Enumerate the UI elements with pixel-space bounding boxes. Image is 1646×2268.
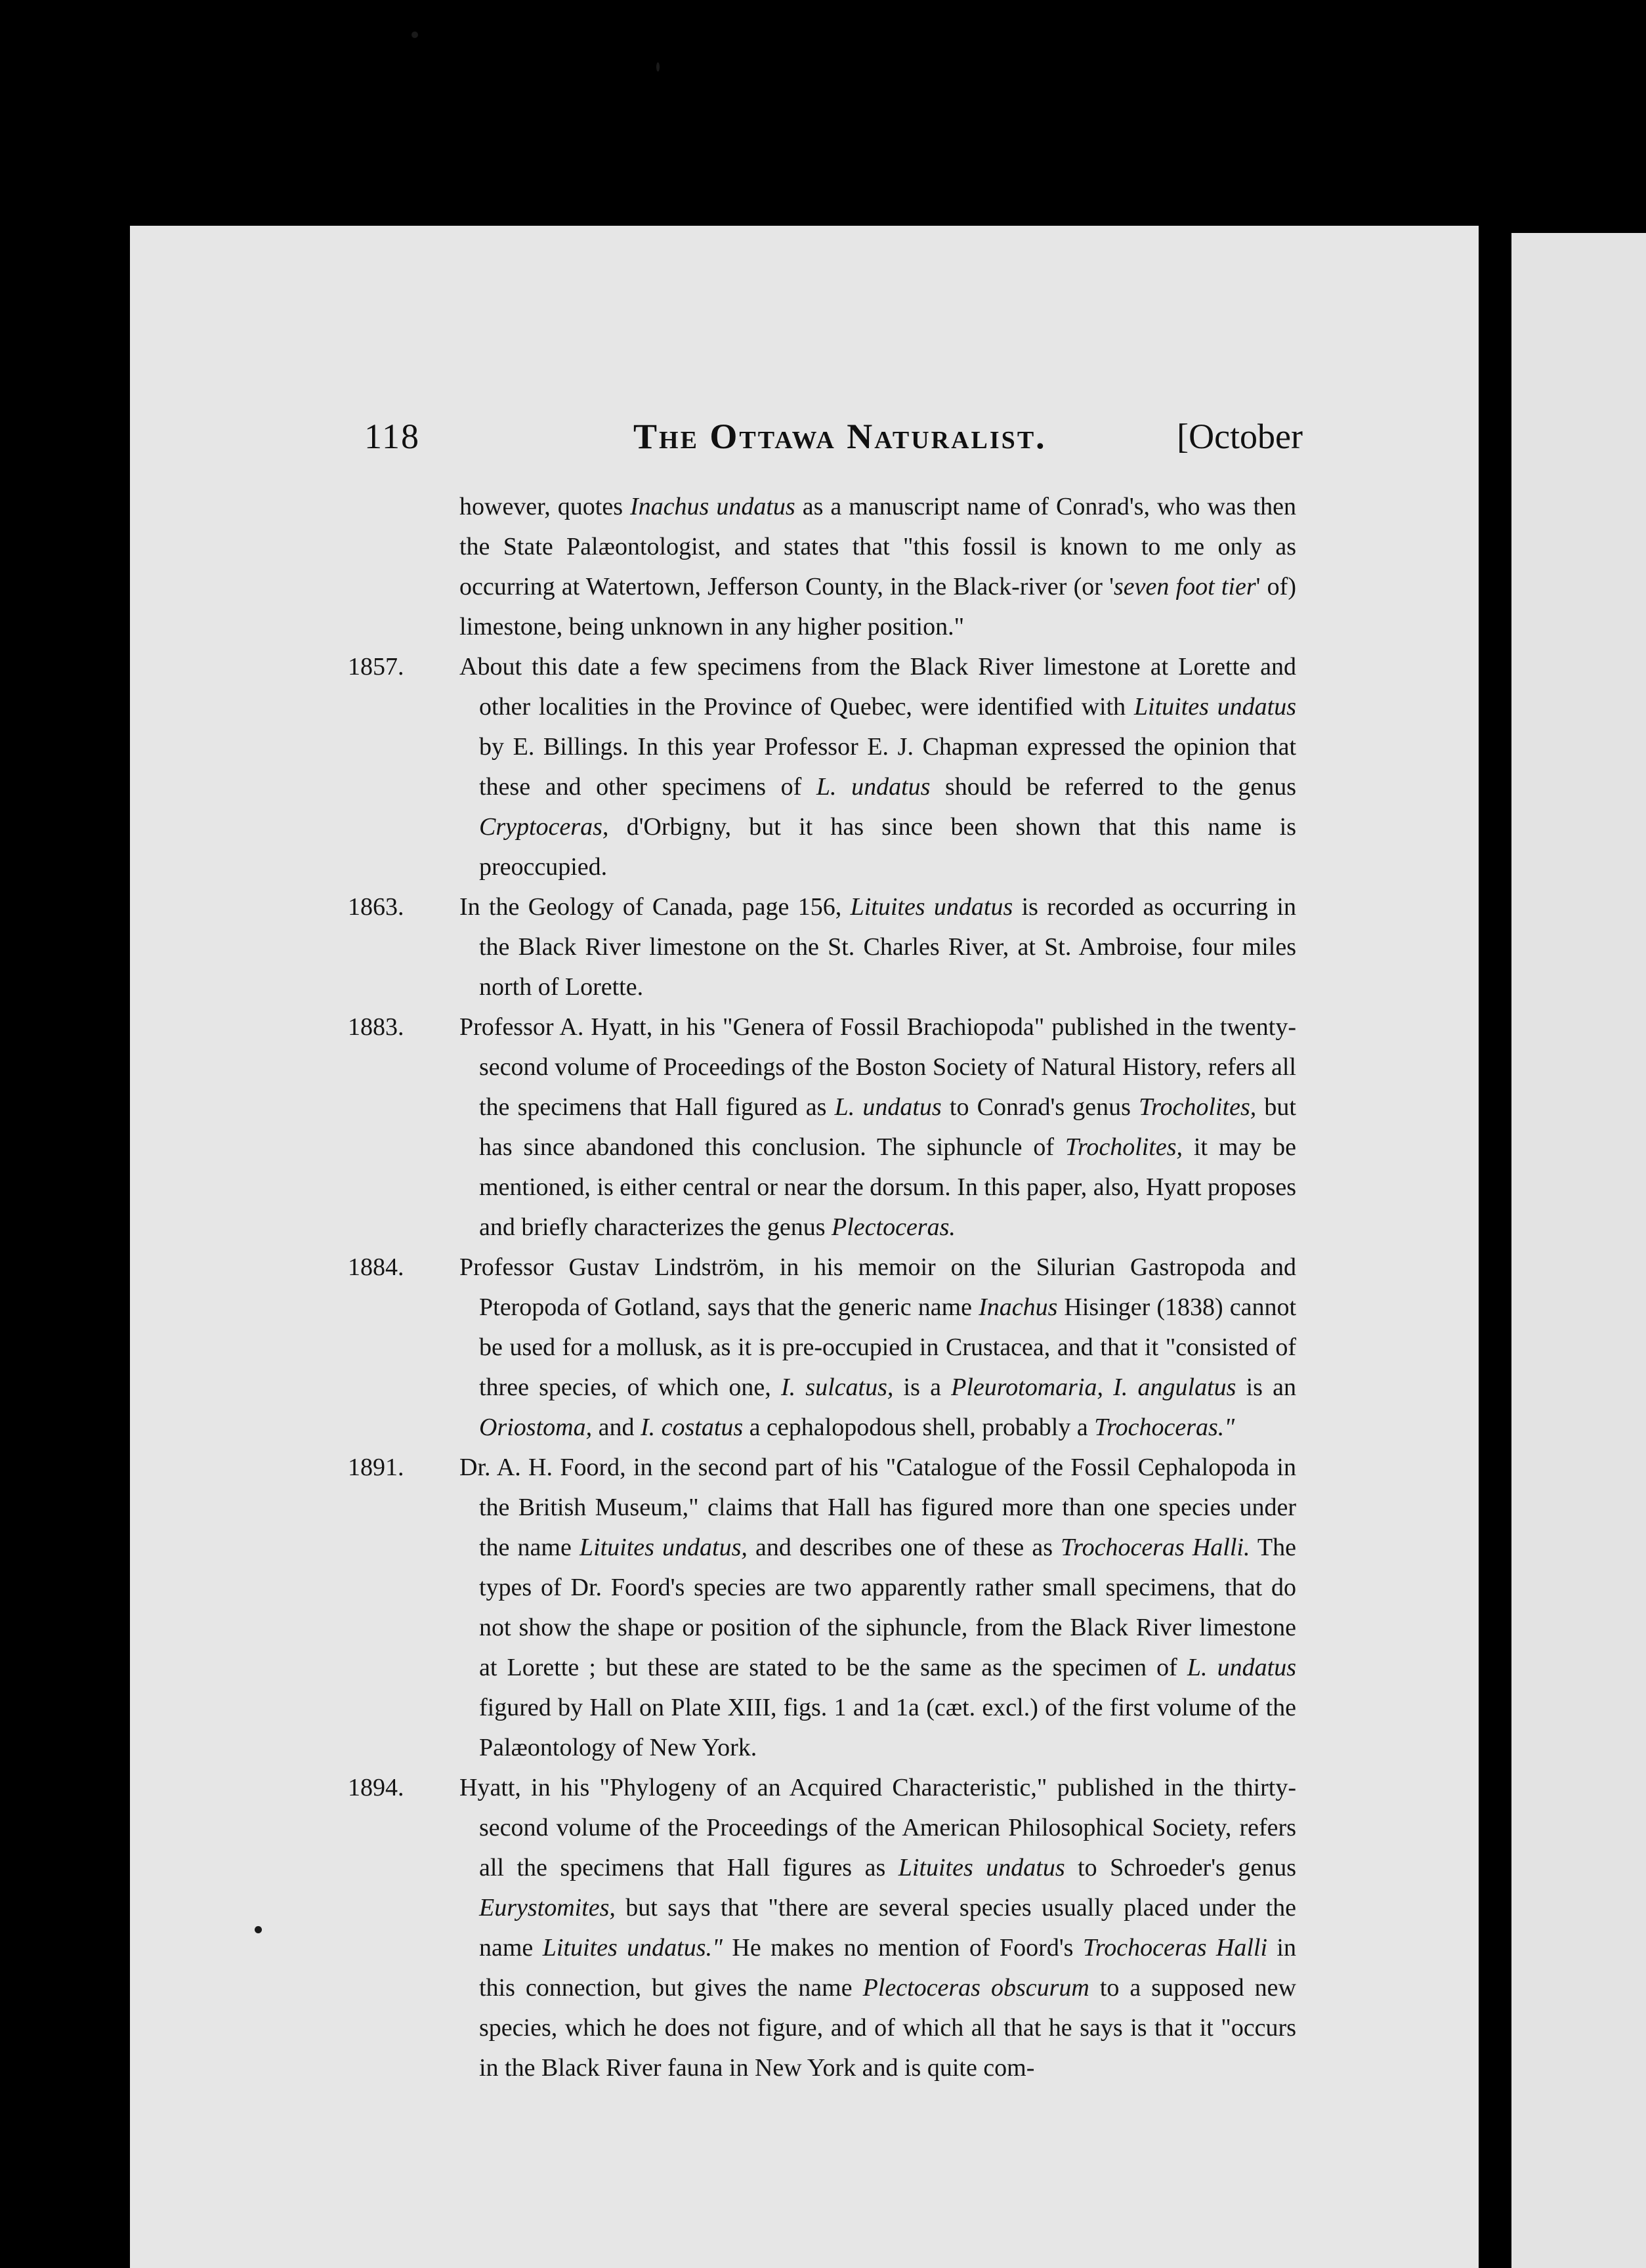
italic-run: I. costatus	[640, 1414, 744, 1441]
text-run: by E. Billings. In this year Professor E. J. Chapman expressed the opinion that these and other specimens of	[479, 733, 1296, 801]
text-run: d'Orbigny, but it has since been shown that this name is preoccupied.	[479, 813, 1296, 881]
italic-run: Inachus undatus	[630, 493, 795, 520]
italic-run: L. undatus	[834, 1093, 942, 1121]
continuation-paragraph	[348, 487, 1296, 647]
text-run: ' of) limestone, being unknown in any higher position."	[459, 573, 1296, 640]
text-run: and describes one of these as	[747, 1534, 1061, 1561]
italic-run: L. undatus	[1187, 1654, 1296, 1681]
text-run: as a manuscript name of Conrad's, who was then the State Palæontologist, and states that "this fossil is known to me only as occurring at Watertown, Jefferson County, in the Black-river (or '	[459, 493, 1297, 600]
chronology-entry	[348, 1248, 1296, 1448]
chronology-entries	[348, 647, 1296, 2088]
italic-run: Lituites undatus."	[542, 1934, 723, 1962]
italic-run: I. sulcatus,	[780, 1374, 894, 1401]
italic-run: Lituites undatus,	[579, 1534, 748, 1561]
text-run: Hyatt, in his "Phylogeny of an Acquired Characteristic," published in the thirty-second volume of the Proceedings of the American Philosophical Society, refers all the specimens that Hall figures as	[459, 1774, 1296, 1881]
text-run: In the Geology of Canada, page 156,	[459, 893, 851, 921]
entry-text	[459, 1768, 1296, 2088]
italic-run: L. undatus	[816, 773, 931, 801]
text-run: to a supposed new species, which he does not figure, and of which all that he says is that it "occurs in the Black River fauna in New York and is quite com-	[479, 1974, 1296, 2082]
text-run: to Conrad's genus	[941, 1093, 1139, 1121]
italic-run: Lituites undatus	[850, 893, 1013, 921]
entry-year: 1884.	[348, 1253, 404, 1281]
text-run: it may be mentioned, is either central or near the dorsum. In this paper, also, Hyatt proposes and briefly characterizes the genus	[479, 1133, 1296, 1241]
text-run: but says that "there are several species usually placed under the name	[479, 1894, 1296, 1962]
facing-page-edge	[1511, 233, 1646, 2268]
text-run: Professor A. Hyatt, in his "Genera of Fossil Brachiopoda" published in the twenty-second volume of Proceedings of the Boston Society of Natural History, refers all the specimens that Hall figured as	[459, 1013, 1296, 1121]
entry-text	[459, 1248, 1296, 1448]
italic-run: Oriostoma,	[479, 1414, 593, 1441]
text-run: should be referred to the genus	[930, 773, 1296, 801]
chronology-entry	[348, 1007, 1296, 1248]
running-month: [October	[1177, 417, 1303, 456]
italic-run: Lituites undatus	[1133, 693, 1296, 721]
text-run: Dr. A. H. Foord, in the second part of his "Catalogue of the Fossil Cephalopoda in the British Museum," claims that Hall has figured more than one species under the name	[459, 1454, 1296, 1561]
italic-run: Eurystomites,	[479, 1894, 616, 1922]
entry-text	[459, 647, 1296, 887]
text-run: but has since abandoned this conclusion. The siphuncle of	[479, 1093, 1296, 1161]
italic-run: Plectoceras obscurum	[862, 1974, 1089, 2002]
entry-year: 1857.	[348, 653, 404, 681]
chronology-entry	[348, 1448, 1296, 1768]
italic-run: Trocholites,	[1065, 1133, 1183, 1161]
entry-year: 1883.	[348, 1013, 404, 1041]
page-number: 118	[364, 417, 420, 456]
text-run: is a	[893, 1374, 952, 1401]
text-run: Hisinger (1838) cannot be used for a mollusk, as it is pre-occupied in Crustacea, and that it "consisted of three species, of which one,	[479, 1293, 1297, 1401]
italic-run: Trochoceras Halli	[1082, 1934, 1268, 1962]
scan-speck	[656, 62, 660, 72]
entry-text	[459, 1448, 1296, 1768]
entry-text	[459, 1007, 1296, 1248]
italic-run: Pleurotomaria, I. angulatus	[951, 1374, 1236, 1401]
running-header	[364, 416, 1303, 475]
entry-text	[459, 887, 1296, 1007]
text-run: however, quotes	[459, 493, 631, 520]
text-run: He makes no mention of Foord's	[722, 1934, 1083, 1962]
italic-run: Inachus	[979, 1293, 1058, 1321]
entry-year: 1891.	[348, 1454, 404, 1481]
italic-run: Plectoceras.	[832, 1213, 956, 1241]
chronology-entry	[348, 647, 1296, 887]
italic-run: Lituites undatus	[898, 1854, 1065, 1881]
text-run: Professor Gustav Lindström, in his memoir on the Silurian Gastropoda and Pteropoda of Gotland, says that the generic name	[459, 1253, 1296, 1321]
chronology-entry	[348, 887, 1296, 1007]
body-text	[348, 487, 1296, 2088]
text-run: and	[592, 1414, 641, 1441]
italic-run: seven foot tier	[1113, 573, 1256, 600]
text-run: in this connection, but gives the name	[479, 1934, 1296, 2002]
scan-speck	[255, 1926, 262, 1933]
italic-run: Trochoceras."	[1094, 1414, 1235, 1441]
running-title: The Ottawa Naturalist.	[633, 417, 1047, 456]
italic-run: Trochoceras Halli.	[1061, 1534, 1250, 1561]
entry-year: 1863.	[348, 893, 404, 921]
italic-run: Trocholites,	[1139, 1093, 1257, 1121]
text-run: The types of Dr. Foord's species are two apparently rather small specimens, that do not show the shape or position of the siphuncle, from the Black River limestone at Lorette ; but these are stated to be the same as the specimen of	[479, 1534, 1296, 1681]
text-run: About this date a few specimens from the Black River limestone at Lorette and other localities in the Province of Quebec, were identified with	[459, 653, 1296, 721]
scan-speck	[412, 32, 418, 38]
text-run: figured by Hall on Plate XIII, figs. 1 and 1a (cæt. excl.) of the first volume of the Palæontology of New York.	[479, 1694, 1296, 1761]
entry-year: 1894.	[348, 1774, 404, 1801]
text-run: is an	[1236, 1374, 1296, 1401]
text-run: a cephalopodous shell, probably a	[743, 1414, 1095, 1441]
italic-run: Cryptoceras,	[479, 813, 609, 841]
text-run: is recorded as occurring in the Black River limestone on the St. Charles River, at St. Ambroise, four miles north of Lorette.	[479, 893, 1296, 1001]
paragraph-text	[459, 487, 1296, 647]
chronology-entry	[348, 1768, 1296, 2088]
text-run: to Schroeder's genus	[1065, 1854, 1296, 1881]
